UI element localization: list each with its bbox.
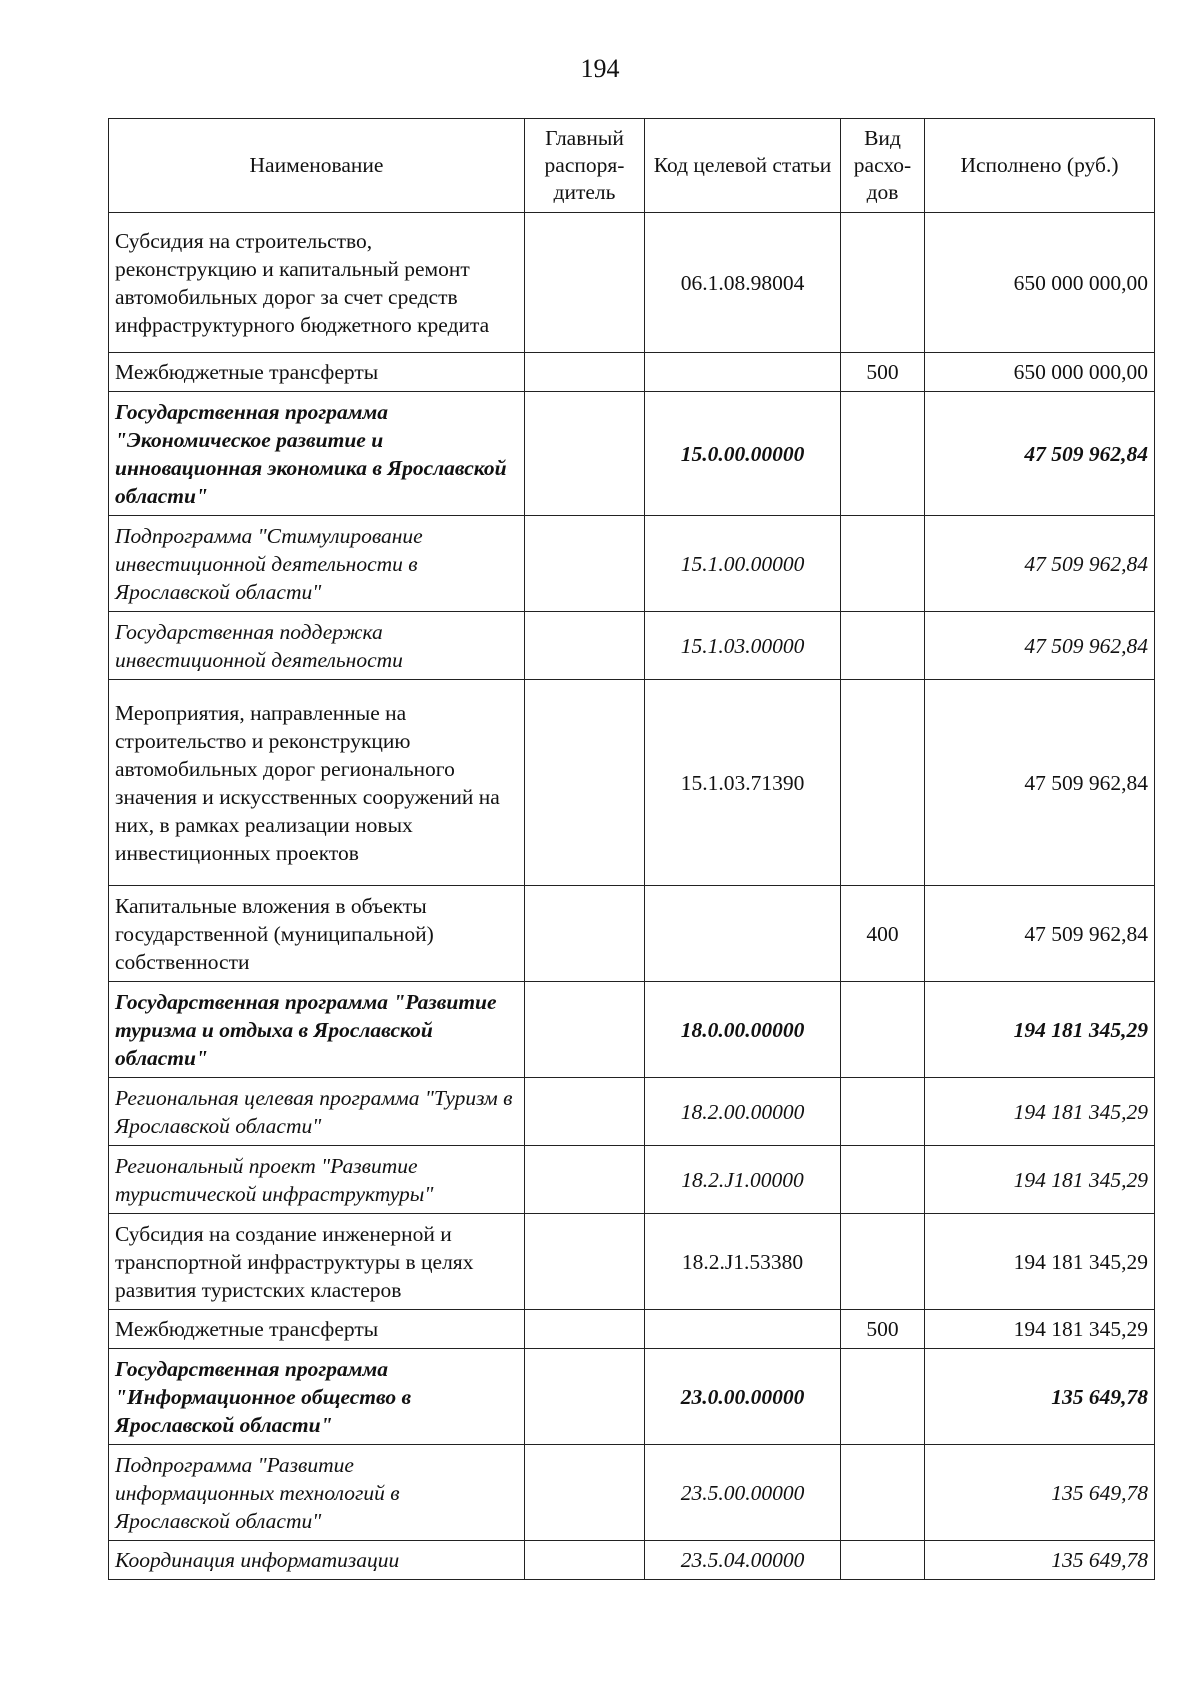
row-kind [841,392,925,516]
row-amount: 194 181 345,29 [925,982,1155,1078]
row-amount: 194 181 345,29 [925,1214,1155,1310]
row-kind [841,982,925,1078]
table-row [109,680,1155,886]
row-code: 18.2.J1.00000 [645,1146,841,1214]
row-name: Субсидия на создание инженерной и транспортной инфраструктуры в целях развития туристских кластеров [109,1214,525,1310]
table-row [109,886,1155,982]
row-manager [525,1214,645,1310]
table-row-subprogram [109,516,1155,612]
table-row-subprogram [109,1078,1155,1146]
row-amount: 135 649,78 [925,1541,1155,1580]
table-row-program [109,1349,1155,1445]
row-name: Межбюджетные трансферты [109,1310,525,1349]
row-name: Межбюджетные трансферты [109,353,525,392]
row-name: Координация информатизации [109,1541,525,1580]
table-row [109,1310,1155,1349]
row-amount: 650 000 000,00 [925,213,1155,353]
row-manager [525,1310,645,1349]
row-name: Субсидия на строительство, реконструкцию и капитальный ремонт автомобильных дорог за счет средств инфраструктурного бюджетного кредита [109,213,525,353]
row-kind: 500 [841,1310,925,1349]
table-header-row [109,119,1155,213]
row-amount: 194 181 345,29 [925,1078,1155,1146]
row-amount: 47 509 962,84 [925,392,1155,516]
row-code: 15.1.00.00000 [645,516,841,612]
row-manager [525,612,645,680]
row-amount: 650 000 000,00 [925,353,1155,392]
row-manager [525,392,645,516]
table-row-subprogram [109,1146,1155,1214]
row-name: Региональный проект "Развитие туристической инфраструктуры" [109,1146,525,1214]
row-code [645,353,841,392]
table-row-program [109,982,1155,1078]
row-name: Мероприятия, направленные на строительство и реконструкцию автомобильных дорог регионального значения и искусственных сооружений на них, в рамках реализации новых инвестиционных проектов [109,680,525,886]
budget-execution-table [108,118,1155,1580]
row-name: Государственная программа "Развитие туризма и отдыха в Ярославской области" [109,982,525,1078]
table-row [109,1214,1155,1310]
table-row-subprogram [109,1541,1155,1580]
row-name: Капитальные вложения в объекты государственной (муниципальной) собственности [109,886,525,982]
row-amount: 135 649,78 [925,1349,1155,1445]
row-manager [525,1445,645,1541]
row-kind [841,213,925,353]
row-code: 23.5.00.00000 [645,1445,841,1541]
row-name: Подпрограмма "Развитие информационных технологий в Ярославской области" [109,1445,525,1541]
header-manager: Главный распоря-дитель [525,119,645,213]
header-code: Код целевой статьи [645,119,841,213]
row-manager [525,213,645,353]
row-amount: 47 509 962,84 [925,680,1155,886]
row-kind [841,1349,925,1445]
row-code: 18.2.00.00000 [645,1078,841,1146]
row-code: 18.0.00.00000 [645,982,841,1078]
row-code: 23.0.00.00000 [645,1349,841,1445]
table-row-program [109,392,1155,516]
row-manager [525,1349,645,1445]
row-kind [841,1214,925,1310]
header-amount: Исполнено (руб.) [925,119,1155,213]
row-amount: 47 509 962,84 [925,886,1155,982]
row-code [645,886,841,982]
row-amount: 47 509 962,84 [925,612,1155,680]
row-code: 06.1.08.98004 [645,213,841,353]
row-kind [841,1541,925,1580]
row-manager [525,1146,645,1214]
row-amount: 135 649,78 [925,1445,1155,1541]
row-manager [525,982,645,1078]
row-kind [841,1146,925,1214]
row-code: 15.1.03.71390 [645,680,841,886]
row-kind [841,1078,925,1146]
row-manager [525,680,645,886]
header-name: Наименование [109,119,525,213]
row-manager [525,516,645,612]
row-code [645,1310,841,1349]
row-amount: 47 509 962,84 [925,516,1155,612]
row-kind [841,516,925,612]
row-name: Подпрограмма "Стимулирование инвестиционной деятельности в Ярославской области" [109,516,525,612]
row-manager [525,1541,645,1580]
row-code: 23.5.04.00000 [645,1541,841,1580]
row-kind [841,680,925,886]
row-manager [525,886,645,982]
row-name: Государственная программа "Экономическое развитие и инновационная экономика в Ярославской области" [109,392,525,516]
table-row-subprogram [109,612,1155,680]
row-name: Региональная целевая программа "Туризм в Ярославской области" [109,1078,525,1146]
table-row [109,353,1155,392]
row-amount: 194 181 345,29 [925,1146,1155,1214]
row-kind: 500 [841,353,925,392]
row-code: 15.1.03.00000 [645,612,841,680]
row-manager [525,1078,645,1146]
row-amount: 194 181 345,29 [925,1310,1155,1349]
row-name: Государственная программа "Информационное общество в Ярославской области" [109,1349,525,1445]
table-row [109,213,1155,353]
row-manager [525,353,645,392]
row-code: 18.2.J1.53380 [645,1214,841,1310]
row-name: Государственная поддержка инвестиционной деятельности [109,612,525,680]
row-kind [841,612,925,680]
row-kind: 400 [841,886,925,982]
row-kind [841,1445,925,1541]
row-code: 15.0.00.00000 [645,392,841,516]
table-row-subprogram [109,1445,1155,1541]
page-number: 194 [580,54,620,83]
header-kind: Вид расхо-дов [841,119,925,213]
